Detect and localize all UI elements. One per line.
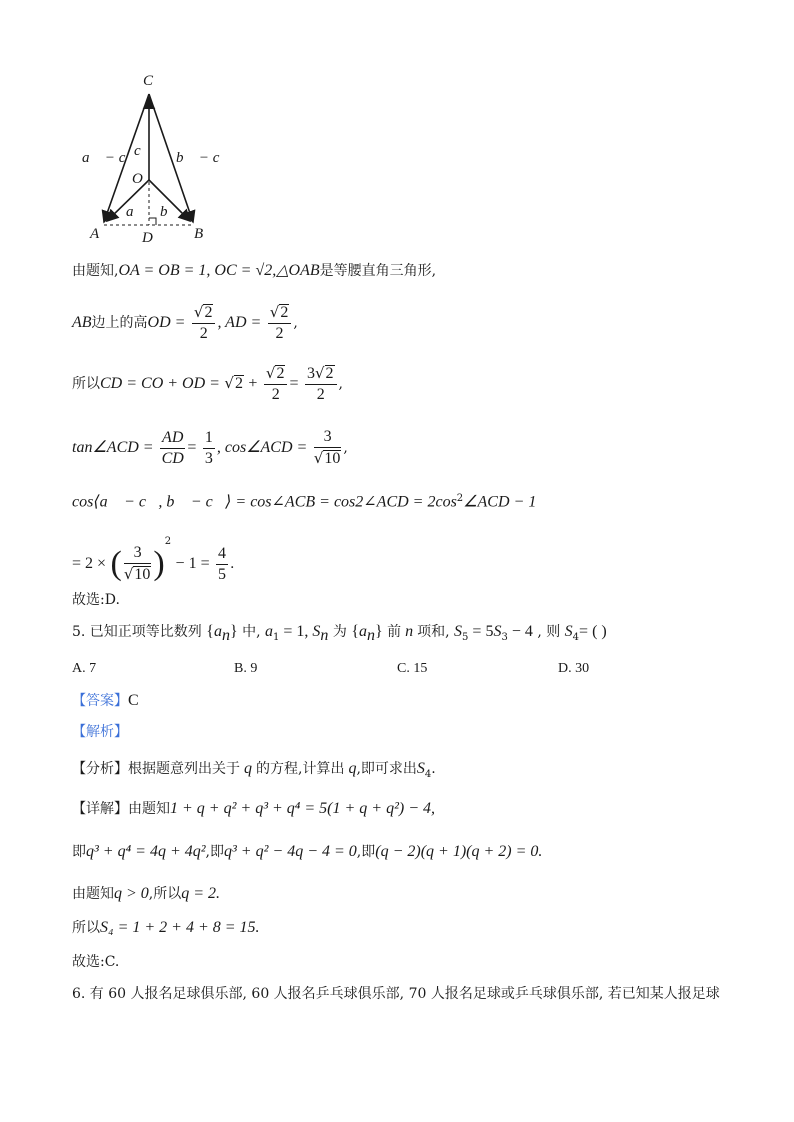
q5-fenxi: 【分析】根据题意列出关于 q 的方程,计算出 q,即可求出$S_4$. xyxy=(72,760,436,780)
label-c: C xyxy=(143,73,154,89)
given-line: 由题知,OA = OB = 1, OC = √2,△OAB是等腰直角三角形, xyxy=(72,262,437,279)
q5-equation: 即q³ + q⁴ = 4q + 4q²,即q³ + q² − 4q − 4 = 0,即(q − 2)(q + 1)(q + 2) = 0. xyxy=(72,843,543,860)
label-vec-b: b⃗ xyxy=(160,204,180,220)
label-vec-a-minus-c: a⃗ − c⃗ xyxy=(82,150,138,166)
label-b: B xyxy=(194,226,204,242)
option-d: D. 30 xyxy=(558,661,590,676)
answer-q4: 故选:D. xyxy=(72,592,120,608)
right-angle-mark xyxy=(149,218,156,225)
label-a: A xyxy=(90,226,100,242)
cd-line: 所以CD = CO + OD = √2 + $\frac{√2}{2}$ = $\frac{3√2}{2}$ , xyxy=(72,364,343,403)
result-line: = 2 × ( $\frac{3}{√10}$ )$^2$ − 1 = $\frac{4}{5}$ . xyxy=(72,536,235,583)
option-c: C. 15 xyxy=(397,661,428,676)
label-vec-c: c⃗ xyxy=(134,143,153,159)
label-vec-b-minus-c: b⃗ − c⃗ xyxy=(176,150,232,166)
option-b: B. 9 xyxy=(234,661,258,676)
option-a: A. 7 xyxy=(72,661,97,676)
vector-figure xyxy=(0,0,794,260)
q5-stem: 5. 已知正项等比数列 $\{a_n\}$ 中, $a_1 = 1$, $S_n$ 为 $\{a_n\}$ 前 n 项和, $S_5 = 5S_3 - 4$ , 则 $S_4=$ ( ) xyxy=(72,623,607,644)
q6-stem: 6. 有 60 人报名足球俱乐部, 60 人报名乒乓球俱乐部, 70 人报名足球或乒乓球俱乐部, 若已知某人报足球 xyxy=(72,986,720,1002)
label-d: D xyxy=(142,230,153,246)
height-line: AB边上的高OD = $\frac{√2}{2}$ , AD = $\frac{√2}{2}$ , xyxy=(72,303,298,342)
q5-choose: 故选:C. xyxy=(72,954,120,970)
label-o: O xyxy=(132,171,143,187)
cos-line: cos⟨a⃗ − c⃗, b⃗ − c⃗⟩ = cos∠ACB = cos2∠ACD = $2\cos^2\angle ACD - 1$ xyxy=(72,493,537,511)
label-vec-a: a⃗ xyxy=(126,204,146,220)
tan-line: tan∠ACD = $\frac{AD}{CD}$ = $\frac{1}{3}$ , cos∠ACD = $\frac{3}{√10}$ , xyxy=(72,428,348,467)
q5-answer: 【答案】C xyxy=(72,692,139,709)
q5-condition: 由题知q > 0,所以q = 2. xyxy=(72,885,221,902)
q5-sum: 所以S₄ = 1 + 2 + 4 + 8 = 15. xyxy=(72,919,260,936)
q5-xiangjie: 【详解】由题知1 + q + q² + q³ + q⁴ = 5(1 + q + q²) − 4, xyxy=(72,800,435,817)
q5-analysis-tag: 【解析】 xyxy=(72,724,128,740)
